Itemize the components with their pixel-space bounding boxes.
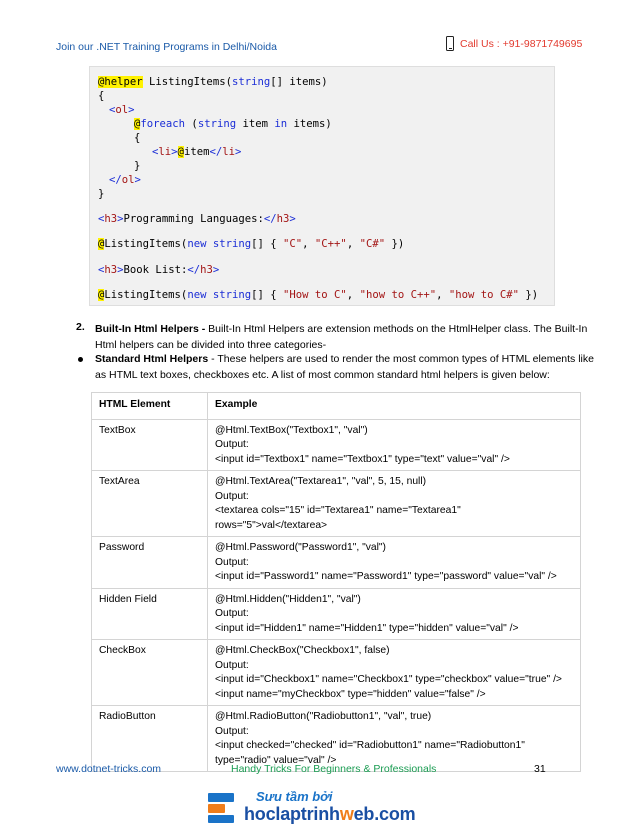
- header-training-link[interactable]: Join our .NET Training Programs in Delhi/Noida: [56, 41, 277, 53]
- cell-example: [208, 706, 581, 772]
- example-line: @Html.Hidden("Hidden1", "val"): [215, 593, 361, 605]
- footer-tagline: Handy Tricks For Beginners & Professionals: [231, 763, 437, 775]
- cell-element: Password: [92, 537, 208, 589]
- cell-example: [208, 471, 581, 537]
- code-block: [89, 66, 555, 306]
- bullet-text: - These helpers are used to render the most common types of HTML elements like: [208, 353, 594, 365]
- page-number: 31: [534, 763, 546, 775]
- table-row: [92, 471, 581, 537]
- cell-element: TextArea: [92, 471, 208, 537]
- example-line: <input id="Checkbox1" name="Checkbox1" type="checkbox" value="true" />: [215, 674, 562, 685]
- example-line: Output:: [215, 439, 249, 450]
- cell-element: RadioButton: [92, 706, 208, 772]
- header-call-us: [446, 36, 582, 51]
- mobile-phone-icon: [446, 36, 454, 51]
- table-row: [92, 706, 581, 772]
- section-builtin-helpers: [95, 321, 595, 353]
- example-line: <input id="Textbox1" name="Textbox1" type="text" value="val" />: [215, 453, 510, 465]
- bullet-title: Standard Html Helpers: [95, 353, 209, 365]
- example-line: type="radio" value="val" />: [215, 754, 337, 766]
- example-line: Output:: [215, 608, 249, 619]
- code-line: }: [98, 188, 105, 200]
- code-line: <h3>Book List:</h3>: [98, 264, 220, 276]
- example-line: <textarea cols="15" id="Textarea1" name="Textarea1": [215, 505, 461, 516]
- example-line: Output:: [215, 659, 249, 671]
- code-line: {: [134, 132, 141, 144]
- section-text: Built-In Html Helpers are extension methods on the HtmlHelper class. The Built-In: [205, 323, 588, 335]
- code-line: @helper ListingItems(string[] items): [98, 76, 328, 88]
- bullet-text-2: as HTML text boxes, checkboxes etc. A list of most common standard html helpers is given below:: [95, 369, 550, 381]
- example-line: <input name="myCheckbox" type="hidden" value="false" />: [215, 688, 486, 700]
- cell-element: CheckBox: [92, 640, 208, 706]
- html-helpers-table: [91, 392, 581, 772]
- example-line: rows="5">val</textarea>: [215, 519, 328, 531]
- code-line: {: [98, 90, 105, 102]
- watermark-top-text: Sưu tầm bởi: [256, 789, 333, 804]
- example-line: @Html.RadioButton("Radiobutton1", "val", true): [215, 711, 432, 722]
- cell-element: TextBox: [92, 419, 208, 471]
- code-line: }: [134, 160, 141, 172]
- code-line: <h3>Programming Languages:</h3>: [98, 213, 296, 225]
- example-line: @Html.Password("Password1", "val"): [215, 542, 386, 553]
- header-phone-text: Call Us : +91-9871749695: [460, 37, 583, 50]
- cell-example: [208, 419, 581, 471]
- example-line: @Html.CheckBox("Checkbox1", false): [215, 645, 390, 656]
- cell-example: [208, 537, 581, 589]
- example-line: @Html.TextBox("Textbox1", "val"): [215, 424, 368, 436]
- code-line: @ListingItems(new string[] { "C", "C++", "C#" }): [98, 238, 405, 250]
- table-header-row: [92, 393, 581, 420]
- code-line: </ol>: [109, 174, 141, 186]
- table-row: [92, 588, 581, 640]
- code-line: @ListingItems(new string[] { "How to C", "how to C++", "how to C#" }): [98, 289, 539, 301]
- cell-example: [208, 588, 581, 640]
- example-line: <input checked="checked" id="Radiobutton1" name="Radiobutton1": [215, 740, 525, 751]
- code-line: <li>@item</li>: [152, 146, 242, 158]
- bullet-dot: [78, 357, 83, 362]
- column-header-example: Example: [208, 393, 581, 420]
- table-row: [92, 537, 581, 589]
- watermark-main-text: hoclaptrinhweb.com: [244, 804, 416, 824]
- table-row: [92, 419, 581, 471]
- example-line: <input id="Password1" name="Password1" type="password" value="val" />: [215, 571, 557, 582]
- hoclaptrinhweb-logo-icon: [208, 793, 236, 823]
- cell-element: Hidden Field: [92, 588, 208, 640]
- section-title: Built-In Html Helpers -: [95, 323, 206, 335]
- code-line: <ol>: [109, 104, 135, 116]
- bullet-standard-helpers: [95, 351, 595, 383]
- example-line: Output:: [215, 490, 249, 502]
- watermark-logo: [208, 789, 428, 825]
- example-line: Output:: [215, 725, 249, 737]
- section-text-2: Html helpers can be divided into three categories-: [95, 339, 327, 351]
- table-row: [92, 640, 581, 706]
- example-line: <input id="Hidden1" name="Hidden1" type="hidden" value="val" />: [215, 622, 519, 634]
- column-header-element: HTML Element: [92, 393, 208, 420]
- list-number: 2.: [76, 321, 85, 333]
- footer-website-link[interactable]: www.dotnet-tricks.com: [56, 763, 162, 775]
- cell-example: [208, 640, 581, 706]
- example-line: Output:: [215, 556, 249, 568]
- example-line: @Html.TextArea("Textarea1", "val", 5, 15, null): [215, 476, 427, 487]
- code-line: @foreach (string item in items): [134, 118, 332, 130]
